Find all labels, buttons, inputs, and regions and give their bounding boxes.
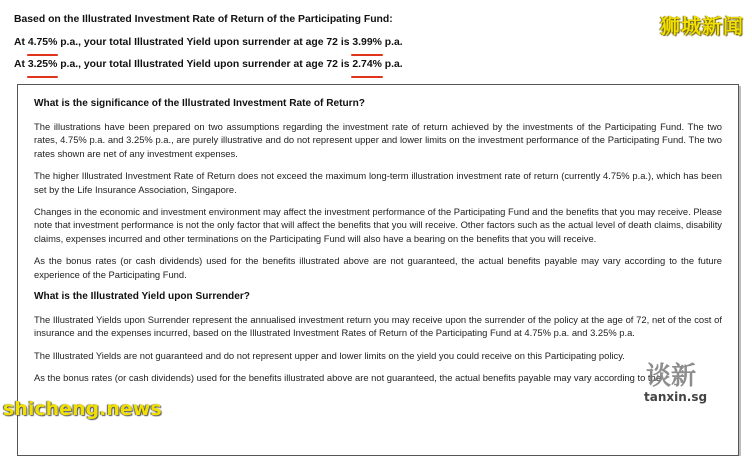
line-middle: p.a., your total Illustrated Yield upon surrender at age 72 is	[57, 59, 353, 70]
tanxin-watermark: 谈新	[646, 361, 697, 390]
paragraph: The illustrations have been prepared on two assumptions regarding the investment rate of return achieved by the investments of the Participating Fund. The two rates, 4.75% p.a. and 3.25% p.a., are purely illustrative and do not represent upper and lower limits on the investment performance of the Participating Fund. The two rates shown are net of any investment expenses.	[34, 121, 722, 159]
line-prefix: At	[14, 59, 28, 70]
paragraph: The Illustrated Yields upon Surrender represent the annualised investment return you may receive upon the surrender of the policy at the age of 72, net of the cost of insurance and the expenses incurred, based on the Illustrated Investment Rates of Return of the Participating Fund at 4.75% p.a. and 3.25% p.a.	[34, 314, 722, 339]
tanxin-site-watermark: tanxin.sg	[644, 390, 708, 404]
illustrated-yield-value: 2.74%	[352, 59, 382, 70]
section-heading-significance: What is the significance of the Illustrated Investment Rate of Return?	[34, 98, 365, 109]
line-suffix: p.a.	[381, 37, 403, 48]
summary-line-high-rate	[14, 36, 403, 50]
paragraph: As the bonus rates (or cash dividends) used for the benefits illustrated above are not guaranteed, the actual benefits payable may vary according to the future experience of the Participating Fund.	[34, 255, 722, 280]
paragraph: The higher Illustrated Investment Rate of Return does not exceed the maximum long-term illustration investment rate of return (currently 4.75% p.a.), which has been set by the Life Insurance Association, Singapore.	[34, 170, 722, 195]
panel-content	[34, 97, 722, 394]
line-middle: p.a., your total Illustrated Yield upon surrender at age 72 is	[57, 37, 353, 48]
site-watermark: shicheng.news	[3, 398, 162, 420]
paragraph: Changes in the economic and investment environment may affect the investment performance of the Participating Fund and the benefits that you may receive. Please note that investment performance is not the only factor that will affect the benefits that you will receive. Other factors such as the actual level of death claims, disability claims, expenses incurred and other terminations on the Participating Fund will also have a bearing on the benefits that you will receive.	[34, 206, 722, 244]
investment-rate-value: 4.75%	[27, 37, 58, 48]
section-heading-yield: What is the Illustrated Yield upon Surrender?	[34, 291, 250, 303]
illustrated-yield-value: 3.99%	[352, 37, 382, 48]
line-prefix: At	[14, 37, 28, 48]
line-suffix: p.a.	[381, 59, 403, 70]
summary-title: Based on the Illustrated Investment Rate of Return of the Participating Fund:	[14, 14, 393, 25]
investment-rate-value: 3.25%	[27, 59, 58, 70]
brand-watermark: 狮城新闻	[660, 14, 744, 38]
paragraph: As the bonus rates (or cash dividends) used for the benefits illustrated above are not guaranteed, the actual benefits payable may vary according to the	[34, 372, 661, 384]
paragraph: The Illustrated Yields are not guaranteed and do not represent upper and lower limits on the yield you could receive on this Participating policy.	[34, 349, 625, 361]
summary-line-low-rate	[14, 58, 403, 72]
